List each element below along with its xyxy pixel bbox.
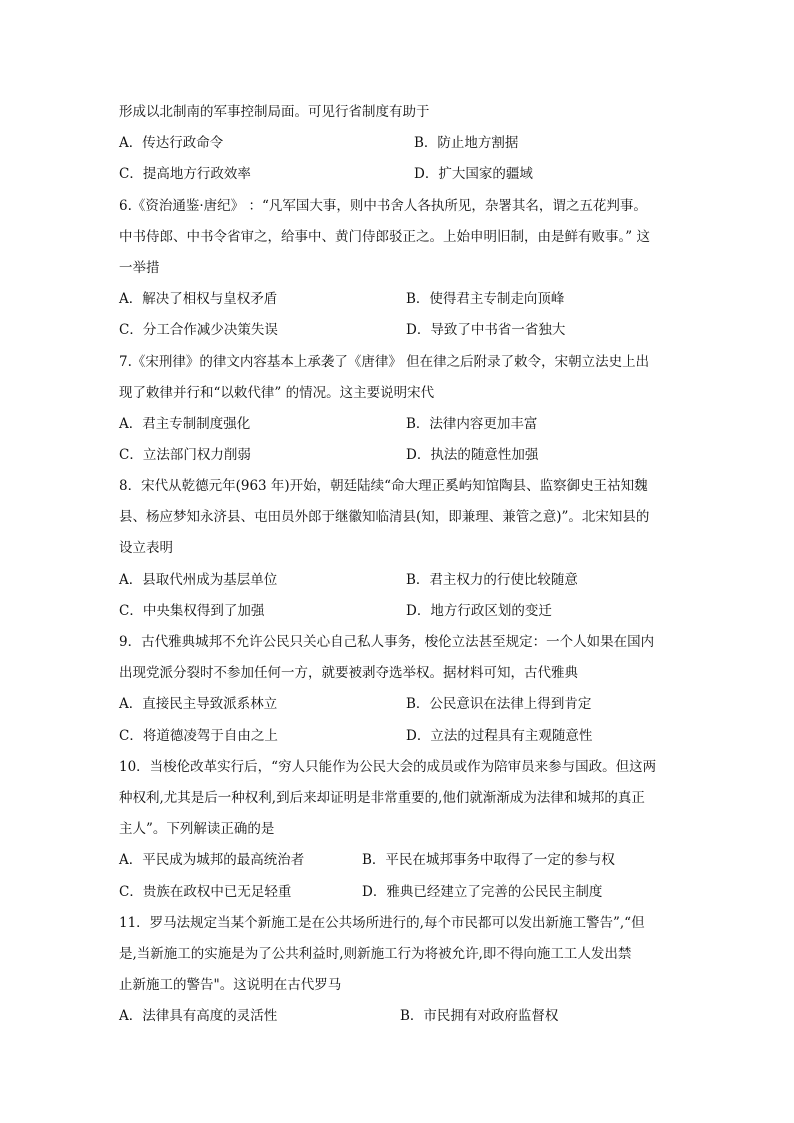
q5-option-c: C．提高地方行政效率 (119, 166, 251, 182)
q8-stem-line-2: 县、杨应梦知永济县、屯田员外郎于继徽知临清县(知，即兼理、兼管之意)”。北宋知县的 (119, 509, 650, 525)
q6-option-a: A．解决了相权与皇权矛盾 (119, 291, 278, 307)
q10-option-a: A．平民成为城邦的最高统治者 (119, 852, 305, 868)
q11-stem-line-1: 11．罗马法规定当某个新施工是在公共场所进行的,每个市民都可以发出新施工警告”,“但 (119, 915, 645, 931)
q9-stem-line-1: 9．古代雅典城邦不允许公民只关心自己私人事务，梭伦立法甚至规定：一个人如果在国内 (119, 634, 655, 650)
q6-option-b: B．使得君主专制走向顶峰 (406, 291, 565, 307)
q6-option-d: D．导致了中书省一省独大 (406, 322, 566, 338)
q9-stem-line-2: 出现党派分裂时不参加任何一方，就要被剥夺选举权。据材料可知，古代雅典 (119, 665, 578, 681)
q8-option-d: D．地方行政区划的变迁 (406, 603, 552, 619)
q8-option-a: A．县取代州成为基层单位 (119, 572, 278, 588)
q10-stem-line-3: 主人”。下列解读正确的是 (119, 821, 275, 837)
q7-option-c: C．立法部门权力削弱 (119, 447, 251, 463)
q7-stem-line-1: 7.《宋刑律》的律文内容基本上承袭了《唐律》 但在律之后附录了敕令，宋朝立法史上出 (119, 354, 650, 370)
q10-option-b: B．平民在城邦事务中取得了一定的参与权 (362, 852, 615, 868)
q10-option-d: D．雅典已经建立了完善的公民民主制度 (362, 884, 603, 900)
q5-option-a: A．传达行政命令 (119, 135, 224, 151)
q7-option-b: B．法律内容更加丰富 (406, 416, 538, 432)
q8-stem-line-3: 设立表明 (119, 540, 173, 556)
q11-option-a: A．法律具有高度的灵活性 (119, 1008, 278, 1024)
q6-stem-line-2: 中书侍郎、中书令省审之，给事中、黄门侍郎驳正之。上始申明旧制，由是鲜有败事。” 这 (119, 229, 650, 245)
q5-option-b: B．防止地方割据 (414, 135, 519, 151)
q6-stem-line-1: 6.《资治通鉴·唐纪》 ：“凡军国大事，则中书舍人各执所见，杂署其名，谓之五花判事。 (119, 198, 647, 214)
q11-stem-line-2: 是,当新施工的实施是为了公共利益时,则新施工行为将被允许,即不得向施工工人发出禁 (119, 946, 632, 962)
q7-option-d: D．执法的随意性加强 (406, 447, 539, 463)
intro-tail: 形成以北制南的军事控制局面。可见行省制度有助于 (119, 104, 430, 120)
q5-option-d: D．扩大国家的疆域 (414, 166, 533, 182)
q10-option-c: C．贵族在政权中已无足轻重 (119, 884, 292, 900)
q11-stem-line-3: 止新施工的警告"。这说明在古代罗马 (119, 977, 342, 993)
q9-option-a: A．直接民主导致派系林立 (119, 696, 278, 712)
q11-option-b: B．市民拥有对政府监督权 (400, 1008, 559, 1024)
q8-stem-line-1: 8．宋代从乾德元年(963 年)开始，朝廷陆续“命大理正奚屿知馆陶县、监察御史王祜知魏 (119, 478, 648, 494)
q9-option-b: B．公民意识在法律上得到肯定 (406, 696, 592, 712)
q6-option-c: C．分工合作减少决策失误 (119, 322, 278, 338)
q8-option-c: C．中央集权得到了加强 (119, 603, 265, 619)
q6-stem-line-3: 一举措 (119, 260, 160, 276)
q9-option-d: D．立法的过程具有主观随意性 (406, 728, 593, 744)
q7-option-a: A．君主专制制度强化 (119, 416, 251, 432)
q10-stem-line-2: 种权利,尤其是后一种权利,到后来却证明是非常重要的,他们就渐渐成为法律和城邦的真正 (119, 790, 645, 806)
q7-stem-line-2: 现了敕律并行和“以敕代律” 的情况。这主要说明宋代 (119, 385, 435, 401)
q8-option-b: B．君主权力的行使比较随意 (406, 572, 578, 588)
q9-option-c: C．将道德凌驾于自由之上 (119, 728, 278, 744)
q10-stem-line-1: 10．当梭伦改革实行后，“穷人只能作为公民大会的成员或作为陪审员来参与国政。但这两 (119, 759, 657, 775)
